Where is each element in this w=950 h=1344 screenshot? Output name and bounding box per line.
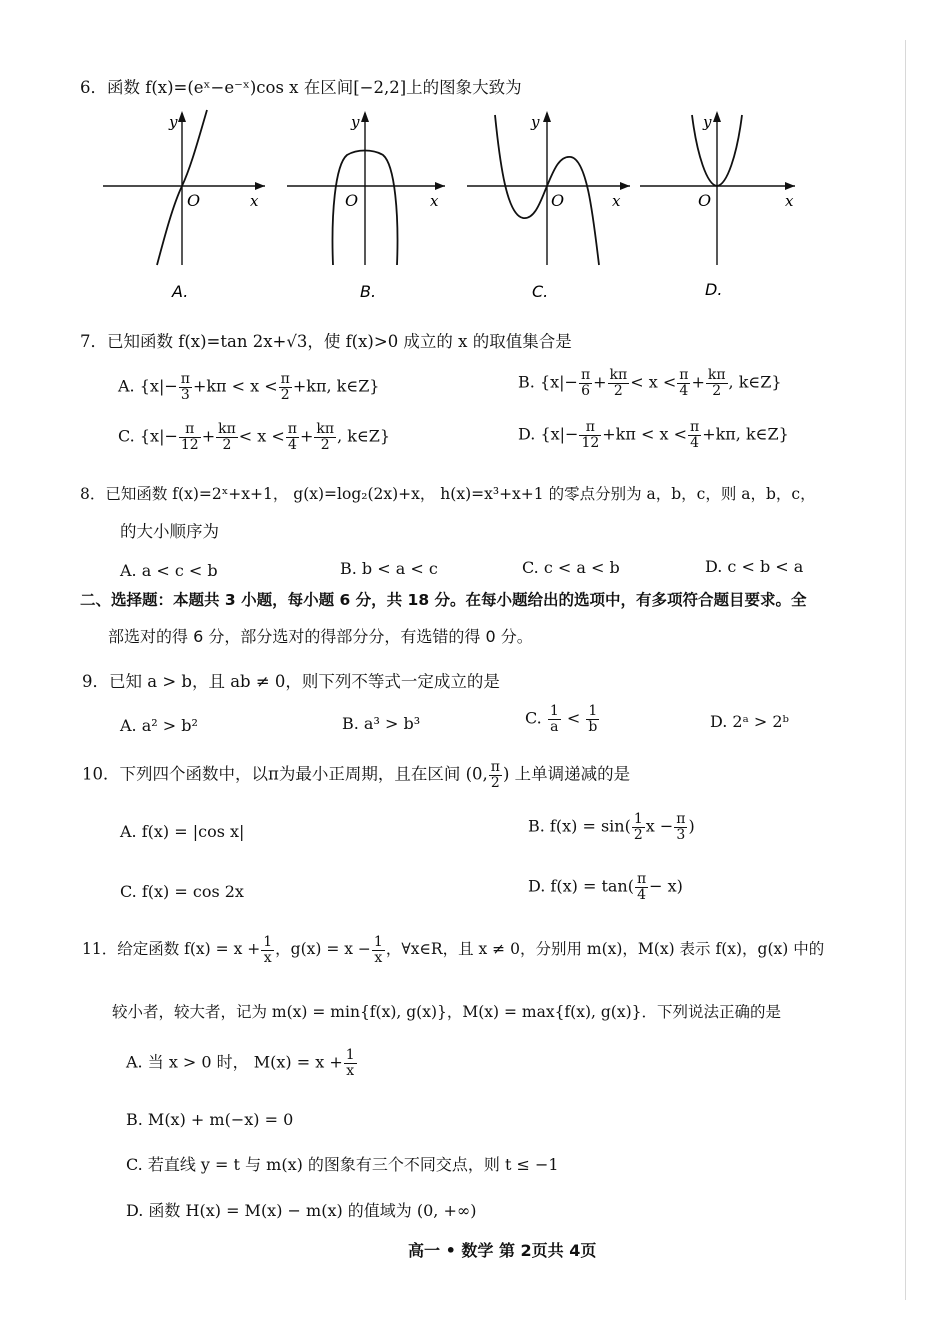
option-label: C. xyxy=(118,426,135,446)
q7-option-a: A. {x|− $\frac{\pi}{3}$ +kπ < x < $\frac{\pi}{2}$ +kπ, k∈Z} xyxy=(118,371,380,403)
axis-y-label: y xyxy=(169,113,178,131)
origin-label: O xyxy=(345,191,359,210)
q9-option-d: D. 2ᵃ > 2ᵇ xyxy=(710,712,789,731)
q11-option-b: B. M(x) + m(−x) = 0 xyxy=(126,1110,294,1129)
q8-option-b: B. b < a < c xyxy=(340,559,438,578)
option-label: C. xyxy=(525,708,542,728)
question-10-stem: 10．下列四个函数中，以π为最小正周期，且在区间 (0, $\frac{\pi}{2}$ ) 上单调递减的是 xyxy=(82,759,631,791)
q10-option-a: A. f(x) = |cos x| xyxy=(120,822,245,841)
q9-option-a: A. a² > b² xyxy=(120,716,198,735)
option-label: B. xyxy=(518,372,535,392)
question-7-stem: 7．已知函数 f(x)=tan 2x+√3，使 f(x)>0 成立的 x 的取值集合是 xyxy=(80,332,572,351)
q8-option-c: C. c < a < b xyxy=(522,558,620,577)
option-label: D. xyxy=(518,424,536,444)
q9-option-b: B. a³ > b³ xyxy=(342,714,421,733)
graph-a xyxy=(103,110,265,301)
axis-y-label: y xyxy=(351,113,360,131)
axis-x-label: x xyxy=(612,192,621,210)
section-2-heading: 二、选择题：本题共 3 小题，每小题 6 分，共 18 分。在每小题给出的选项中，有多项符合题目要求。全 xyxy=(80,591,807,609)
question-8-stem-line2: 的大小顺序为 xyxy=(120,522,219,541)
question-9-stem: 9．已知 a > b，且 ab ≠ 0，则下列不等式一定成立的是 xyxy=(82,672,500,691)
origin-label: O xyxy=(551,191,565,210)
q10-option-b: B. f(x) = sin( $\frac{1}{2}$ x − $\frac{\pi}{3}$ ) xyxy=(528,811,695,843)
q9-option-c: C. $\frac{1}{a}$ < $\frac{1}{b}$ xyxy=(525,703,598,735)
graph-b xyxy=(287,111,445,301)
origin-label: O xyxy=(698,191,712,210)
page-footer: 高一 • 数学 第 2页共 4页 xyxy=(408,1241,597,1260)
q10-option-d: D. f(x) = tan( $\frac{\pi}{4}$ − x) xyxy=(528,871,683,903)
q11-option-c: C. 若直线 y = t 与 m(x) 的图象有三个不同交点，则 t ≤ −1 xyxy=(126,1155,559,1174)
q7-option-c: C. {x|− $\frac{\pi}{12}$ + $\frac{k\pi}{2}$ < x < $\frac{\pi}{4}$ + $\frac{k\pi}{2}$ , k∈Z} xyxy=(118,421,391,453)
graph-label-a: A. xyxy=(172,282,189,301)
page-edge-line xyxy=(905,40,906,1300)
axis-x-label: x xyxy=(250,192,259,210)
q11-option-d: D. 函数 H(x) = M(x) − m(x) 的值域为 (0, +∞) xyxy=(126,1201,477,1220)
graph-c xyxy=(467,111,630,301)
axis-y-label: y xyxy=(703,113,712,131)
graph-d xyxy=(640,111,795,299)
graph-label-d: D. xyxy=(705,280,723,299)
axis-x-label: x xyxy=(430,192,439,210)
option-label: A. xyxy=(118,376,135,396)
question-6-graphs xyxy=(95,105,885,305)
q8-option-a: A. a < c < b xyxy=(120,561,218,580)
origin-label: O xyxy=(187,191,201,210)
question-11-stem-line1: 11．给定函数 f(x) = x + $\frac{1}{x}$ ，g(x) = x − $\frac{1}{x}$ ，∀x∈R，且 x ≠ 0，分别用 m(x)，M(x) 表示 f(x)，g(x) 中的 xyxy=(82,934,825,966)
graph-label-c: C. xyxy=(532,282,549,301)
q11-option-a: A. 当 x > 0 时， M(x) = x + $\frac{1}{x}$ xyxy=(126,1047,355,1079)
q7-option-b: B. {x|− $\frac{\pi}{6}$ + $\frac{k\pi}{2}$ < x < $\frac{\pi}{4}$ + $\frac{k\pi}{2}$ , k∈Z} xyxy=(518,367,782,399)
question-11-stem-line2: 较小者，较大者，记为 m(x) = min{f(x), g(x)}，M(x) = max{f(x), g(x)}．下列说法正确的是 xyxy=(112,1003,781,1021)
axis-x-label: x xyxy=(785,192,794,210)
question-8-stem-line1: 8．已知函数 f(x)=2ˣ+x+1， g(x)=log₂(2x)+x， h(x)=x³+x+1 的零点分别为 a，b，c，则 a，b，c， xyxy=(80,485,816,503)
question-6-stem: 6．函数 f(x)=(eˣ−e⁻ˣ)cos x 在区间[−2,2]上的图象大致为 xyxy=(80,78,522,97)
axis-y-label: y xyxy=(531,113,540,131)
q8-option-d: D. c < b < a xyxy=(705,557,804,576)
section-2-instructions: 部选对的得 6 分，部分选对的得部分分，有选错的得 0 分。 xyxy=(108,627,533,646)
graph-label-b: B. xyxy=(360,282,377,301)
q7-option-d: D. {x|− $\frac{\pi}{12}$ +kπ < x < $\frac{\pi}{4}$ +kπ, k∈Z} xyxy=(518,419,789,451)
q10-option-c: C. f(x) = cos 2x xyxy=(120,882,244,901)
